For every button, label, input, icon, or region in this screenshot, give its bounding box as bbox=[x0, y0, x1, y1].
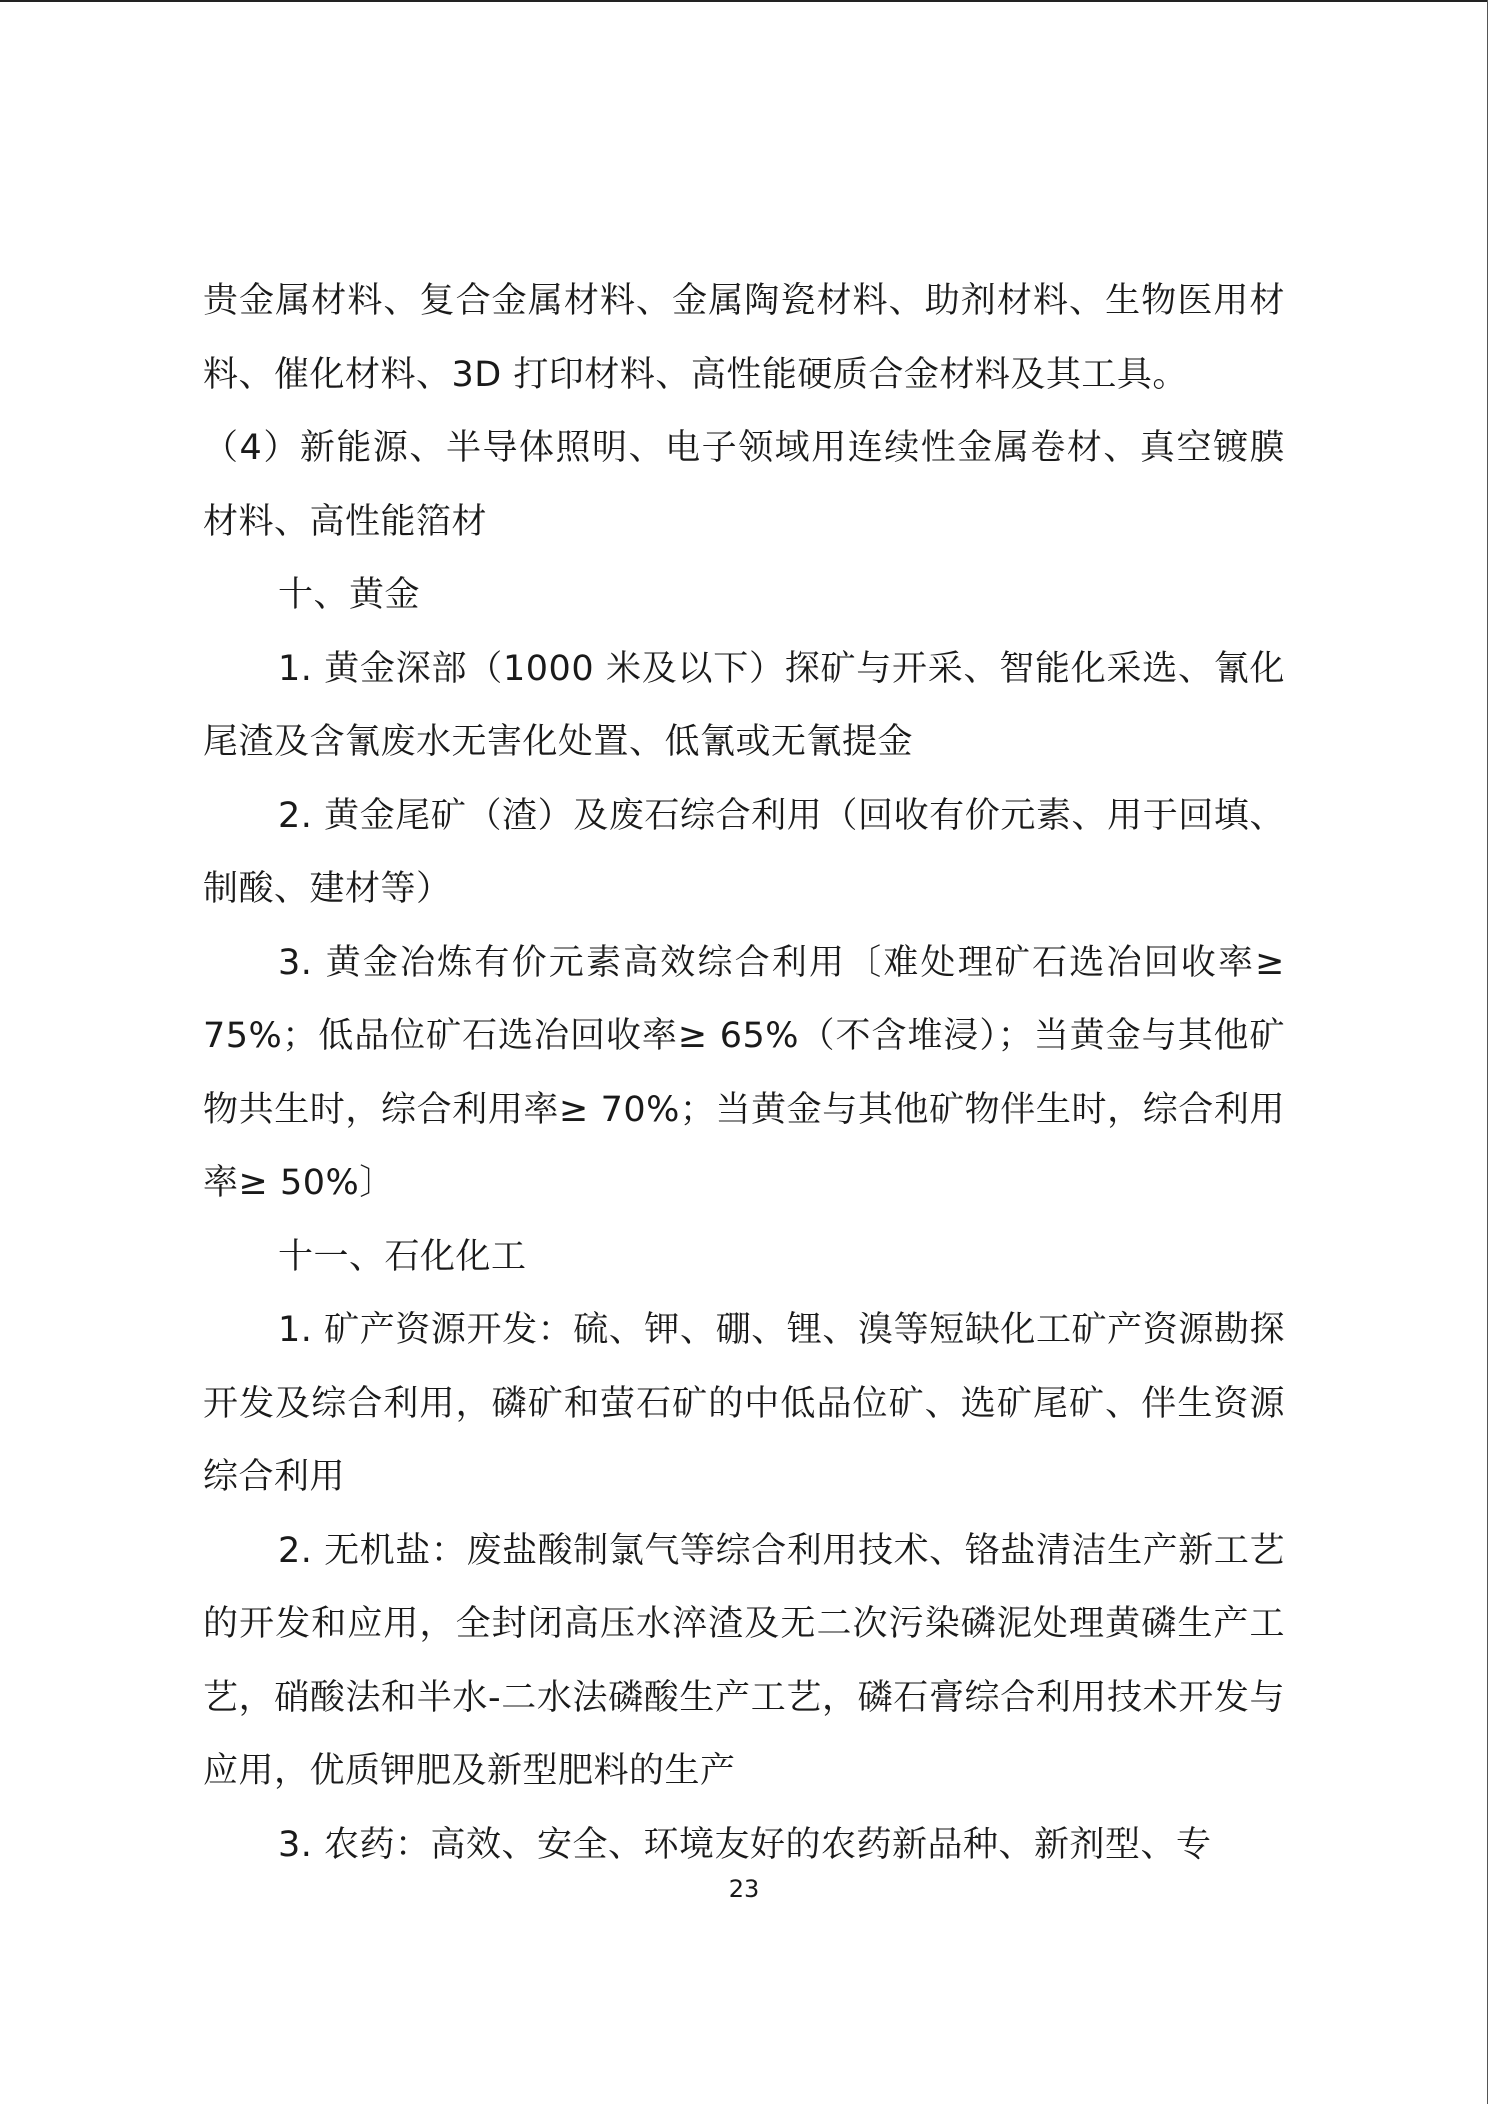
paragraph-petrochemical-item-3: 3. 农药：高效、安全、环境友好的农药新品种、新剂型、专 bbox=[278, 1824, 1212, 1865]
page-top-border bbox=[0, 0, 1488, 2]
paragraph-gold-item-1: 1. 黄金深部（1000 米及以下）探矿与开采、智能化采选、氰化尾渣及含氰废水无害化处置、低氰或无氰提金 bbox=[203, 648, 1285, 762]
page-number: 23 bbox=[728, 1875, 760, 1903]
paragraph-gold-item-2: 2. 黄金尾矿（渣）及废石综合利用（回收有价元素、用于回填、制酸、建材等） bbox=[203, 795, 1285, 909]
paragraph-materials-continued: 贵金属材料、复合金属材料、金属陶瓷材料、助剂材料、生物医用材料、催化材料、3D 打印材料、高性能硬质合金材料及其工具。 bbox=[203, 281, 1285, 395]
paragraph-petrochemical-item-1: 1. 矿产资源开发：硫、钾、硼、锂、溴等短缺化工矿产资源勘探开发及综合利用，磷矿和萤石矿的中低品位矿、选矿尾矿、伴生资源综合利用 bbox=[203, 1310, 1285, 1497]
paragraph-item-4-new-energy: （4）新能源、半导体照明、电子领域用连续性金属卷材、真空镀膜材料、高性能箔材 bbox=[203, 428, 1285, 542]
paragraph-petrochemical-item-2: 2. 无机盐：废盐酸制氯气等综合利用技术、铬盐清洁生产新工艺的开发和应用，全封闭高压水淬渣及无二次污染磷泥处理黄磷生产工艺，硝酸法和半水-二水法磷酸生产工艺，磷石膏综合利用技术开发与应用，优质钾肥及新型肥料的生产 bbox=[203, 1530, 1285, 1791]
paragraph-gold-item-3: 3. 黄金冶炼有价元素高效综合利用〔难处理矿石选冶回收率≥ 75%；低品位矿石选冶回收率≥ 65%（不含堆浸）；当黄金与其他矿物共生时，综合利用率≥ 70%；当黄金与其他矿物伴生时，综合利用率≥ 50%〕 bbox=[203, 942, 1285, 1203]
document-body bbox=[203, 265, 1285, 1882]
section-heading-gold: 十、黄金 bbox=[278, 575, 421, 615]
section-heading-petrochemical: 十一、石化化工 bbox=[278, 1236, 527, 1277]
